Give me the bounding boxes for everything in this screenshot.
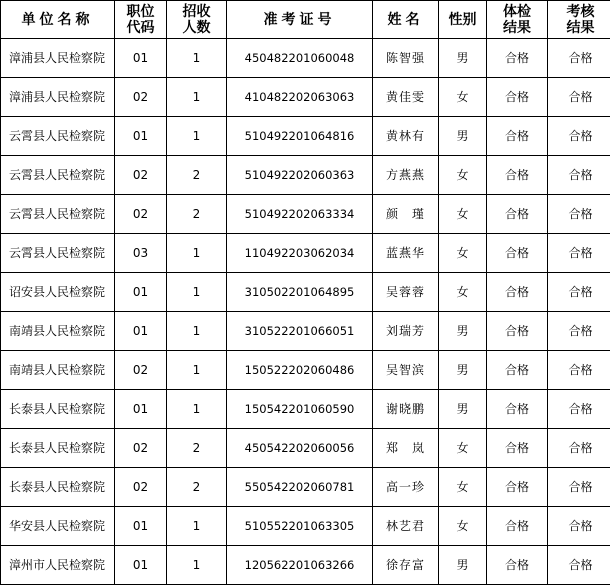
- cell-name: 吴蓉蓉: [373, 273, 439, 312]
- cell-physical-result: 合格: [487, 156, 548, 195]
- header-assessment-line2: 结果: [548, 20, 610, 36]
- table-row: [1, 468, 610, 507]
- cell-gender: 男: [439, 39, 487, 78]
- cell-exam-id: 150522202060486: [227, 351, 373, 390]
- cell-physical-result: 合格: [487, 429, 548, 468]
- cell-quota: 2: [167, 468, 227, 507]
- cell-physical-result: 合格: [487, 234, 548, 273]
- cell-quota: 2: [167, 156, 227, 195]
- cell-position-code: 01: [115, 273, 167, 312]
- cell-unit: 诏安县人民检察院: [1, 273, 115, 312]
- cell-exam-id: 410482202063063: [227, 78, 373, 117]
- cell-assessment-result: 合格: [548, 546, 610, 585]
- cell-name: 谢晓鹏: [373, 390, 439, 429]
- cell-quota: 1: [167, 351, 227, 390]
- table-header-row: [1, 1, 610, 39]
- cell-name: 高一珍: [373, 468, 439, 507]
- cell-exam-id: 110492203062034: [227, 234, 373, 273]
- cell-assessment-result: 合格: [548, 351, 610, 390]
- table-row: [1, 390, 610, 429]
- cell-exam-id: 150542201060590: [227, 390, 373, 429]
- cell-physical-result: 合格: [487, 273, 548, 312]
- cell-position-code: 01: [115, 546, 167, 585]
- cell-exam-id: 310522201066051: [227, 312, 373, 351]
- cell-exam-id: 310502201064895: [227, 273, 373, 312]
- cell-unit: 长泰县人民检察院: [1, 390, 115, 429]
- table-row: [1, 273, 610, 312]
- header-name: 姓名: [373, 1, 439, 39]
- table-row: [1, 78, 610, 117]
- cell-assessment-result: 合格: [548, 117, 610, 156]
- table-row: [1, 429, 610, 468]
- cell-name: 徐存富: [373, 546, 439, 585]
- cell-gender: 男: [439, 351, 487, 390]
- header-assessment-line1: 考核: [548, 4, 610, 20]
- table-row: [1, 195, 610, 234]
- cell-physical-result: 合格: [487, 312, 548, 351]
- cell-assessment-result: 合格: [548, 195, 610, 234]
- cell-physical-result: 合格: [487, 117, 548, 156]
- cell-position-code: 02: [115, 468, 167, 507]
- table-row: [1, 39, 610, 78]
- header-assessment: [548, 1, 610, 39]
- table-row: [1, 156, 610, 195]
- header-position-code-line1: 职位: [115, 4, 166, 20]
- cell-exam-id: 450482201060048: [227, 39, 373, 78]
- cell-unit: 漳浦县人民检察院: [1, 78, 115, 117]
- cell-gender: 男: [439, 546, 487, 585]
- cell-quota: 1: [167, 39, 227, 78]
- cell-unit: 华安县人民检察院: [1, 507, 115, 546]
- cell-assessment-result: 合格: [548, 429, 610, 468]
- cell-gender: 女: [439, 273, 487, 312]
- cell-exam-id: 450542202060056: [227, 429, 373, 468]
- cell-physical-result: 合格: [487, 351, 548, 390]
- cell-unit: 云霄县人民检察院: [1, 195, 115, 234]
- header-position-code: [115, 1, 167, 39]
- cell-assessment-result: 合格: [548, 507, 610, 546]
- cell-position-code: 01: [115, 507, 167, 546]
- header-exam-id: 准考证号: [227, 1, 373, 39]
- cell-position-code: 01: [115, 39, 167, 78]
- cell-exam-id: 510492202063334: [227, 195, 373, 234]
- cell-quota: 1: [167, 312, 227, 351]
- cell-gender: 女: [439, 78, 487, 117]
- cell-physical-result: 合格: [487, 390, 548, 429]
- cell-name: 黄佳雯: [373, 78, 439, 117]
- cell-position-code: 03: [115, 234, 167, 273]
- header-physical-line1: 体检: [487, 4, 547, 20]
- table-row: [1, 546, 610, 585]
- cell-assessment-result: 合格: [548, 234, 610, 273]
- cell-physical-result: 合格: [487, 468, 548, 507]
- cell-physical-result: 合格: [487, 39, 548, 78]
- cell-name: 吴智滨: [373, 351, 439, 390]
- header-position-code-line2: 代码: [115, 20, 166, 36]
- cell-gender: 女: [439, 195, 487, 234]
- table-row: [1, 312, 610, 351]
- cell-name: 蓝燕华: [373, 234, 439, 273]
- cell-exam-id: 510492202060363: [227, 156, 373, 195]
- cell-gender: 女: [439, 468, 487, 507]
- cell-assessment-result: 合格: [548, 39, 610, 78]
- cell-physical-result: 合格: [487, 546, 548, 585]
- cell-unit: 云霄县人民检察院: [1, 156, 115, 195]
- table-row: [1, 234, 610, 273]
- header-physical-line2: 结果: [487, 20, 547, 36]
- cell-position-code: 01: [115, 117, 167, 156]
- cell-quota: 1: [167, 273, 227, 312]
- table-row: [1, 117, 610, 156]
- cell-quota: 2: [167, 429, 227, 468]
- cell-physical-result: 合格: [487, 195, 548, 234]
- cell-unit: 长泰县人民检察院: [1, 429, 115, 468]
- cell-position-code: 01: [115, 390, 167, 429]
- cell-quota: 1: [167, 507, 227, 546]
- cell-position-code: 02: [115, 195, 167, 234]
- cell-exam-id: 510492201064816: [227, 117, 373, 156]
- cell-exam-id: 120562201063266: [227, 546, 373, 585]
- cell-quota: 1: [167, 546, 227, 585]
- cell-position-code: 02: [115, 351, 167, 390]
- cell-name: 方燕燕: [373, 156, 439, 195]
- cell-exam-id: 550542202060781: [227, 468, 373, 507]
- cell-name: 陈智强: [373, 39, 439, 78]
- cell-unit: 云霄县人民检察院: [1, 117, 115, 156]
- cell-position-code: 01: [115, 312, 167, 351]
- cell-unit: 南靖县人民检察院: [1, 312, 115, 351]
- header-quota-line1: 招收: [167, 4, 226, 20]
- cell-name: 颜 瑾: [373, 195, 439, 234]
- cell-unit: 南靖县人民检察院: [1, 351, 115, 390]
- table-row: [1, 351, 610, 390]
- table-body: [1, 39, 610, 585]
- cell-name: 林艺君: [373, 507, 439, 546]
- cell-quota: 1: [167, 390, 227, 429]
- cell-gender: 女: [439, 507, 487, 546]
- cell-name: 刘瑞芳: [373, 312, 439, 351]
- table-row: [1, 507, 610, 546]
- header-physical: [487, 1, 548, 39]
- cell-assessment-result: 合格: [548, 468, 610, 507]
- cell-position-code: 02: [115, 156, 167, 195]
- cell-gender: 女: [439, 156, 487, 195]
- cell-unit: 漳州市人民检察院: [1, 546, 115, 585]
- cell-gender: 女: [439, 429, 487, 468]
- cell-quota: 2: [167, 195, 227, 234]
- cell-gender: 男: [439, 117, 487, 156]
- header-unit: 单位名称: [1, 1, 115, 39]
- cell-gender: 女: [439, 234, 487, 273]
- cell-assessment-result: 合格: [548, 273, 610, 312]
- cell-quota: 1: [167, 234, 227, 273]
- cell-quota: 1: [167, 117, 227, 156]
- cell-position-code: 02: [115, 78, 167, 117]
- cell-assessment-result: 合格: [548, 156, 610, 195]
- cell-name: 黄林有: [373, 117, 439, 156]
- header-quota: [167, 1, 227, 39]
- cell-position-code: 02: [115, 429, 167, 468]
- cell-exam-id: 510552201063305: [227, 507, 373, 546]
- cell-unit: 漳浦县人民检察院: [1, 39, 115, 78]
- header-gender: 性别: [439, 1, 487, 39]
- cell-gender: 男: [439, 390, 487, 429]
- cell-physical-result: 合格: [487, 507, 548, 546]
- cell-assessment-result: 合格: [548, 390, 610, 429]
- cell-assessment-result: 合格: [548, 78, 610, 117]
- header-quota-line2: 人数: [167, 20, 226, 36]
- cell-assessment-result: 合格: [548, 312, 610, 351]
- cell-quota: 1: [167, 78, 227, 117]
- cell-unit: 长泰县人民检察院: [1, 468, 115, 507]
- cell-physical-result: 合格: [487, 78, 548, 117]
- cell-unit: 云霄县人民检察院: [1, 234, 115, 273]
- cell-gender: 男: [439, 312, 487, 351]
- cell-name: 郑 岚: [373, 429, 439, 468]
